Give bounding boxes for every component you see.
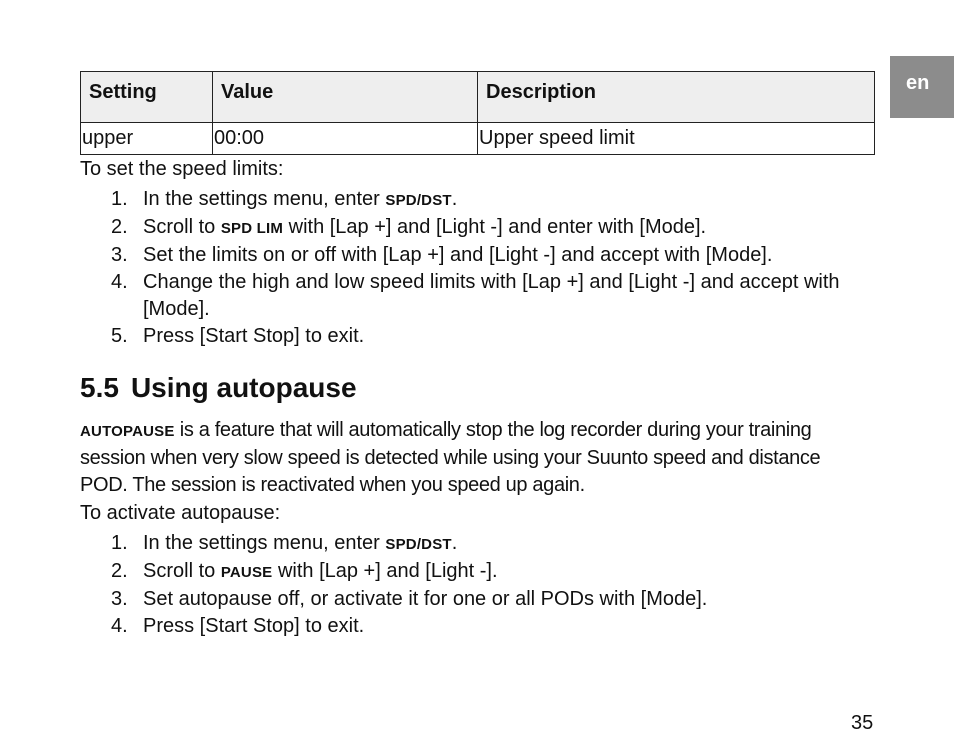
step-text: Set autopause off, or activate it for one or all PODs with [Mode]. [143, 588, 708, 610]
step-number: 2. [111, 216, 128, 238]
paragraph-line: is a feature that will automatically stop the log recorder during your training [174, 419, 812, 441]
speed-limits-intro: To set the speed limits: [80, 158, 284, 180]
section-number: 5.5 [80, 372, 119, 403]
step-text: with [Lap +] and [Light -] and enter with [Mode]. [283, 216, 707, 238]
step-text-continued: [Mode]. [143, 298, 210, 320]
section-title: Using autopause [130, 372, 357, 403]
settings-table [80, 71, 875, 155]
paragraph-line: POD. The session is reactivated when you speed up again. [80, 474, 585, 496]
step-text: Change the high and low speed limits with [Lap +] and [Light -] and accept with [143, 271, 840, 293]
step-text: In the settings menu, enter [143, 188, 386, 210]
step-number: 1. [111, 532, 128, 554]
language-tab[interactable]: en [890, 56, 954, 118]
step-text: . [451, 188, 458, 210]
menu-term: SPD/DST [385, 536, 452, 553]
table-cell-description: Upper speed limit [478, 123, 875, 155]
list-item [80, 214, 840, 242]
step-text: Scroll to [143, 216, 221, 238]
step-text: Set the limits on or off with [Lap +] and [Light -] and accept with [Mode]. [143, 244, 773, 266]
column-header-value: Value [213, 72, 478, 123]
menu-term: SPD/DST [385, 192, 452, 209]
step-number: 2. [111, 560, 128, 582]
list-item [80, 586, 707, 613]
column-header-description: Description [478, 72, 875, 123]
speed-limits-steps [80, 186, 840, 350]
list-item [80, 186, 840, 214]
autopause-description [80, 417, 880, 499]
autopause-steps [80, 530, 707, 640]
step-text: Scroll to [143, 560, 221, 582]
step-text: Press [Start Stop] to exit. [143, 615, 365, 637]
list-item [80, 323, 840, 350]
step-text: . [451, 532, 458, 554]
list-item [80, 530, 707, 558]
step-text: Press [Start Stop] to exit. [143, 325, 365, 347]
step-number: 4. [111, 615, 128, 637]
section-heading [80, 370, 357, 406]
page-number: 35 [851, 712, 874, 734]
table-cell-value: 00:00 [213, 123, 478, 155]
list-item [80, 613, 707, 640]
step-number: 3. [111, 244, 128, 266]
list-item [80, 269, 840, 323]
step-number: 5. [111, 325, 128, 347]
paragraph-line: session when very slow speed is detected while using your Suunto speed and distance [80, 447, 821, 469]
step-number: 1. [111, 188, 128, 210]
step-number: 4. [111, 271, 128, 293]
table-header-row [81, 72, 875, 123]
autopause-intro: To activate autopause: [80, 502, 281, 524]
table-cell-setting: upper [81, 123, 213, 155]
step-text: In the settings menu, enter [143, 532, 386, 554]
step-text: with [Lap +] and [Light -]. [272, 560, 498, 582]
step-number: 3. [111, 588, 128, 610]
table-row [81, 123, 875, 155]
autopause-term: AUTOPAUSE [80, 423, 175, 440]
menu-term: PAUSE [220, 564, 273, 581]
list-item [80, 558, 707, 586]
menu-term: SPD LIM [220, 220, 284, 237]
column-header-setting: Setting [81, 72, 213, 123]
list-item [80, 242, 840, 269]
